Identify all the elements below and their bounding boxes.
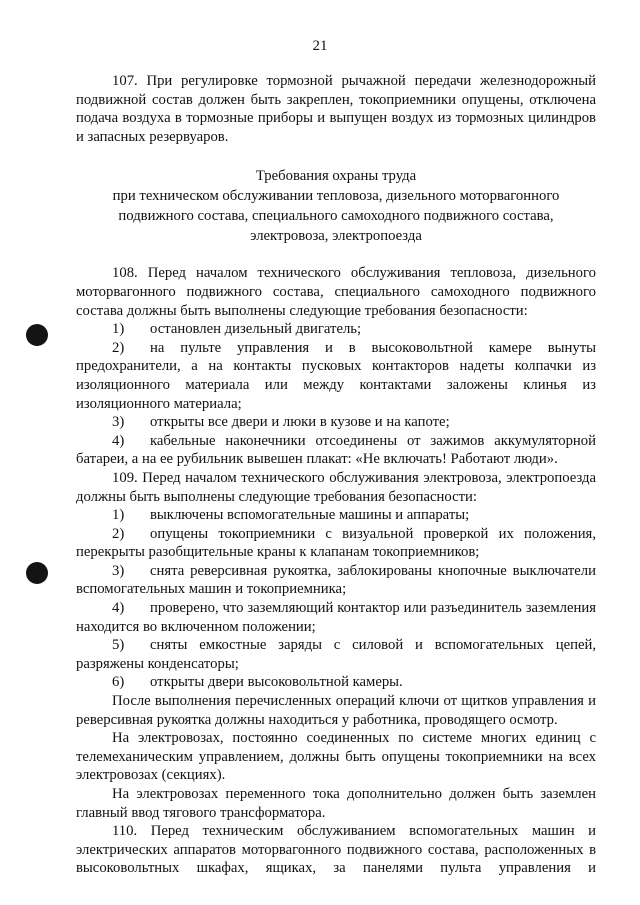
list-item-number: 3) [112, 562, 125, 579]
list-item-number: 5) [112, 637, 125, 654]
list-item-text: проверено, что заземляющий контактор или разъединитель заземления находится во включенном положении; [76, 600, 596, 635]
list-item [76, 636, 596, 673]
list-item-text: сняты емкостные заряды с силовой и вспомогательных цепей, разряжены конденсаторы; [76, 637, 596, 672]
list-item [76, 599, 596, 636]
list-item-number: 1) [112, 321, 125, 338]
list-item-number: 3) [112, 414, 125, 431]
list-item-text: открыты все двери и люки в кузове и на капоте; [150, 414, 450, 431]
list-108 [76, 320, 596, 469]
paragraph-108: 108. Перед началом технического обслуживания тепловоза, дизельного моторвагонного подвижного состава, специального самоходного подвижного состава должны быть выполнены следующие требования безопасности: [76, 265, 596, 319]
list-item-number: 2) [112, 339, 125, 356]
list-item-text: кабельные наконечники отсоединены от зажимов аккумуляторной батареи, а на ее рубильник вывешен плакат: «Не включать! Работают люди». [76, 432, 596, 468]
list-item-text: опущены токоприемники с визуальной проверкой их положения, перекрыты разобщительные краны к клапанам токоприемников; [76, 525, 596, 561]
heading-line-1: Требования охраны труда [255, 168, 417, 185]
list-item-text: остановлен дизельный двигатель; [150, 321, 362, 338]
heading-line-4: электровоза, электропоезда [250, 228, 422, 245]
paragraph-110: 110. Перед техническим обслуживанием вспомогательных машин и электрических аппаратов моторвагонного подвижного состава, расположенных в высоковольтных шкафах, ящиках, за панелями пульта управления и [76, 823, 596, 877]
paragraph-109: 109. Перед началом технического обслуживания электровоза, электропоезда должны быть выполнены следующие требования безопасности: [76, 469, 596, 505]
list-item-text: на пульте управления и в высоковольтной камере вынуты предохранители, а на контакты пусковых контакторов надеты колпачки из изоляционного материала или между контактами заложены клинья из изоляционного материала; [76, 339, 596, 412]
list-item-text: открыты двери высоковольтной камеры. [150, 674, 403, 691]
list-item-number: 2) [112, 525, 125, 542]
heading-line-2: при техническом обслуживании тепловоза, дизельного моторвагонного [112, 188, 560, 205]
paragraph-107: 107. При регулировке тормозной рычажной передачи железнодорожный подвижной состав должен быть закреплен, токоприемники опущены, отключена подача воздуха в тормозные приборы и выпущен воздух из тормозных цилиндров и запасных резервуаров. [76, 73, 596, 145]
list-item [76, 413, 596, 432]
list-item-number: 1) [112, 507, 125, 524]
list-item [76, 339, 596, 413]
list-item-number: 6) [112, 674, 125, 691]
binder-hole-bottom [26, 562, 48, 584]
paragraph-multi-unit: На электровозах, постоянно соединенных по системе многих единиц с телемеханическим управлением, должны быть опущены токоприемники на всех электровозах (секциях). [76, 730, 596, 784]
list-item [76, 562, 596, 599]
list-item-text: выключены вспомогательные машины и аппараты; [150, 507, 470, 524]
list-item [76, 673, 596, 692]
page-number: 21 [312, 38, 328, 54]
paragraph-after-operations: После выполнения перечисленных операций ключи от щитков управления и реверсивная рукоятка должны находиться у работника, проводящего осмотр. [76, 693, 596, 728]
list-item [76, 506, 596, 525]
paragraph-ac-locomotives: На электровозах переменного тока дополнительно должен быть заземлен главный ввод тягового трансформатора. [76, 786, 596, 821]
section-heading [76, 166, 596, 246]
binder-hole-top [26, 324, 48, 346]
list-item [76, 432, 596, 469]
list-item [76, 525, 596, 562]
list-item-text: снята реверсивная рукоятка, заблокированы кнопочные выключатели вспомогательных машин и токоприемника; [76, 562, 596, 598]
list-item-number: 4) [112, 600, 125, 617]
list-109 [76, 506, 596, 692]
list-item-number: 4) [112, 432, 125, 449]
heading-line-3: подвижного состава, специального самоходного подвижного состава, [118, 208, 554, 225]
list-item [76, 320, 596, 339]
document-body [76, 72, 596, 878]
